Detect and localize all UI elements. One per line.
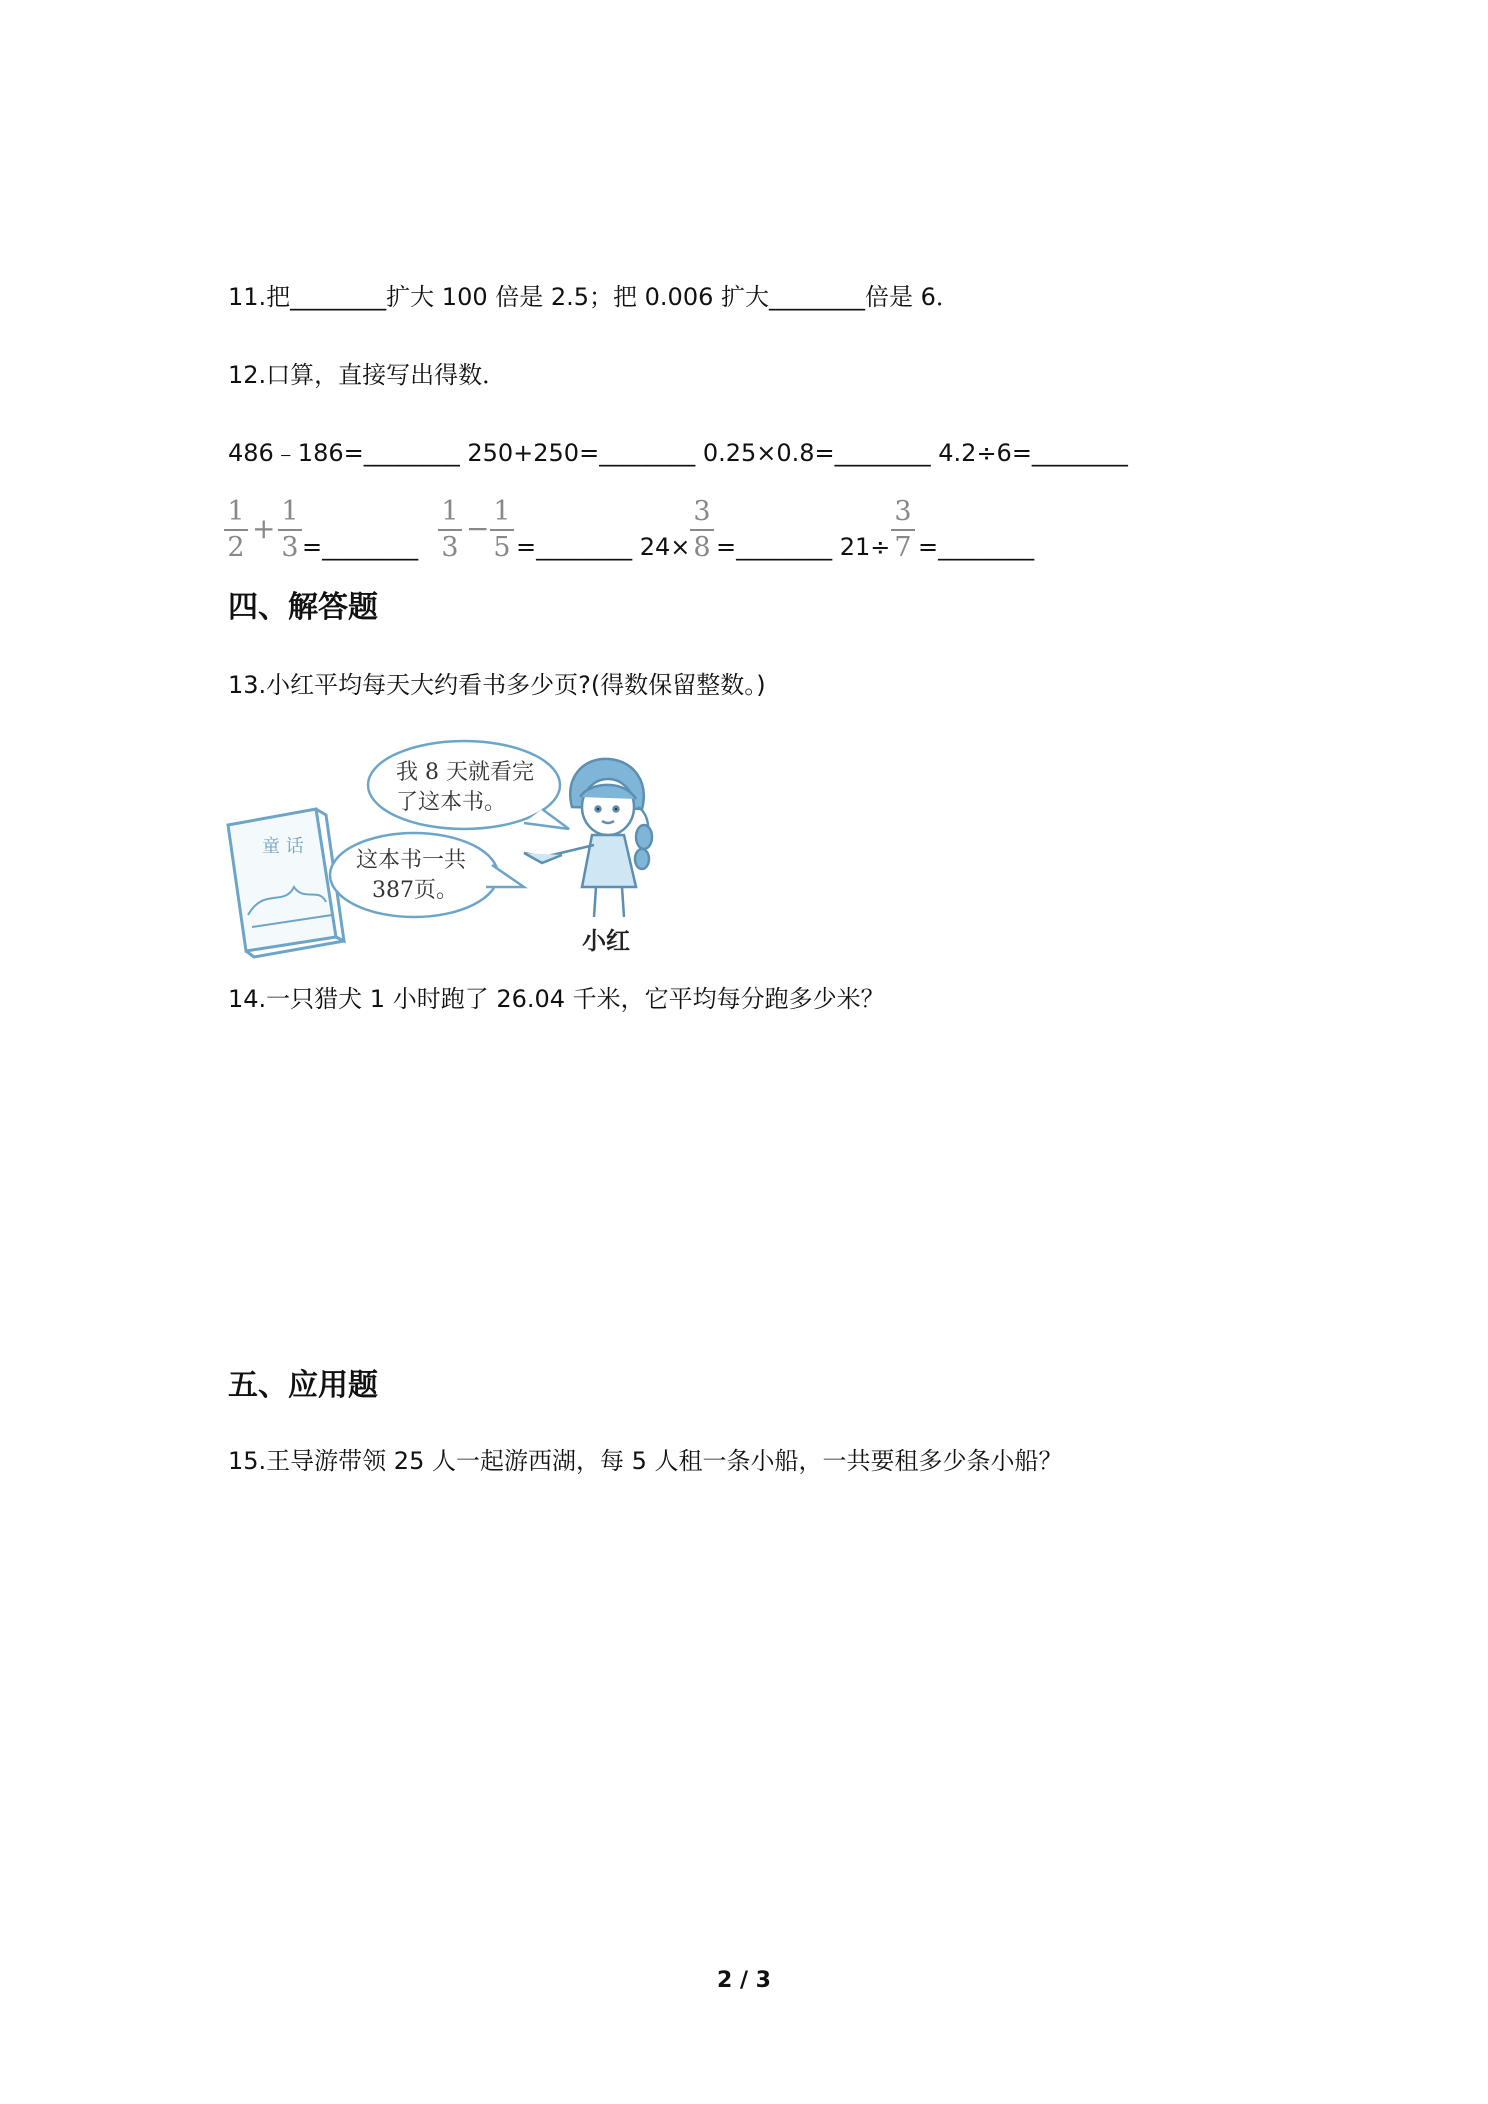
section-heading-5: 五、应用题 [228, 1368, 378, 1403]
blank-1: =________ [302, 533, 419, 561]
question-14: 14.一只猎犬 1 小时跑了 26.04 千米，它平均每分跑多少米？ [228, 985, 885, 1013]
page-number: 2 / 3 [717, 1968, 771, 1993]
blank-4: =________ [918, 533, 1035, 561]
speech-bubble-1 [368, 741, 569, 829]
storybook-image [228, 809, 344, 957]
blank-2: =________ 24× [516, 533, 691, 561]
minus-sign: − [466, 512, 490, 545]
fraction-3: 1 3 [438, 497, 462, 563]
reading-girl-illustration [224, 737, 684, 962]
question-11: 11.把________扩大 100 倍是 2.5；把 0.006 扩大________倍是 6． [228, 283, 960, 311]
question-15: 15.王导游带领 25 人一起游西湖，每 5 人租一条小船，一共要租多少条小船？ [228, 1447, 1063, 1475]
fraction-6: 3 7 [891, 497, 915, 563]
book-title: 童 话 [262, 836, 304, 857]
girl-name: 小红 [582, 926, 630, 955]
fraction-1: 1 2 [224, 497, 248, 563]
section-heading-4: 四、解答题 [228, 590, 378, 625]
fraction-2: 1 3 [278, 497, 302, 563]
bubble-1-line-2: 了这本书。 [396, 790, 507, 815]
bubble-2-line-2: 387页。 [372, 878, 458, 903]
bubble-2-line-1: 这本书一共 [356, 848, 467, 873]
bubble-1-line-1: 我 8 天就看完 [396, 760, 534, 785]
plus-sign: + [252, 512, 276, 545]
question-12: 12.口算，直接写出得数． [228, 361, 507, 389]
speech-bubble-2 [330, 833, 524, 917]
fraction-5: 3 8 [690, 497, 714, 563]
fraction-4: 1 5 [490, 497, 514, 563]
blank-3: =________ 21÷ [716, 533, 891, 561]
mental-math-row-1: 486﹣186=________ 250+250=________ 0.25×0.8=________ 4.2÷6=________ [228, 439, 1128, 467]
question-13: 13.小红平均每天大约看书多少页?(得数保留整数。) [228, 671, 766, 699]
